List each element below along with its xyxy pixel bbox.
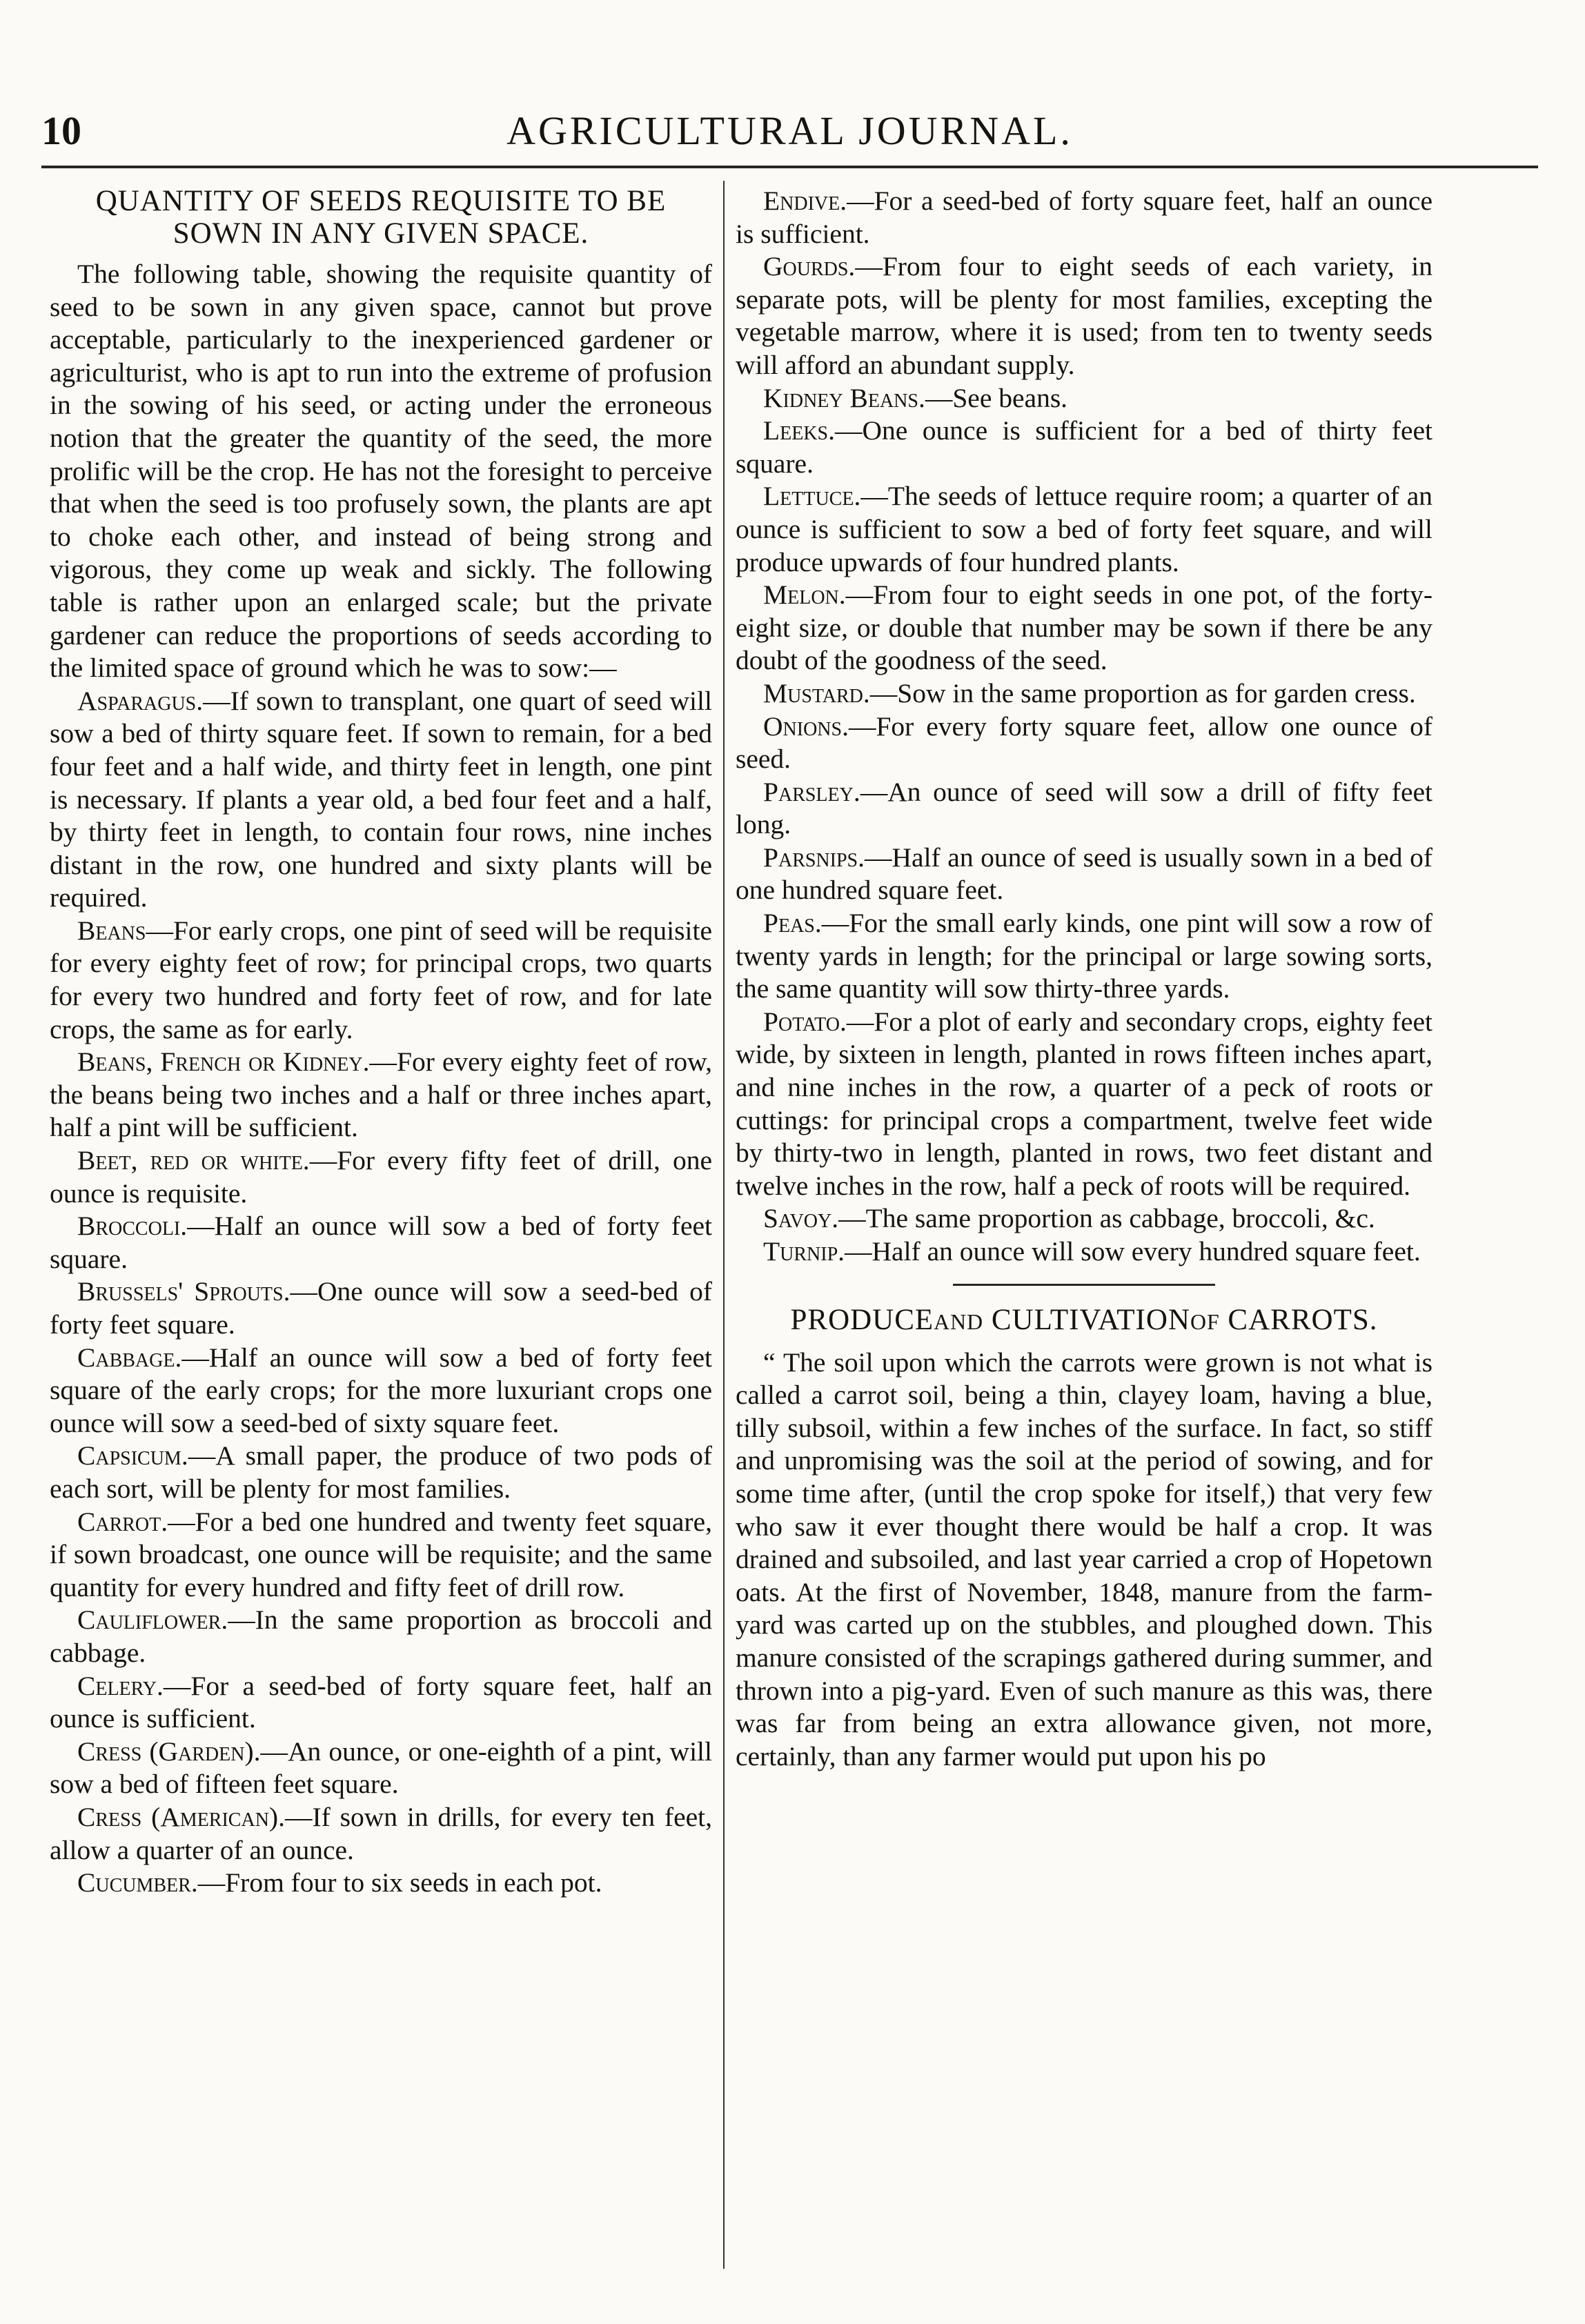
seed-entry-term: Leeks. <box>763 415 836 446</box>
seed-entry <box>736 250 1433 381</box>
seed-entry <box>736 907 1433 1006</box>
seed-entry <box>50 1144 712 1210</box>
seed-entry-term: Parsley. <box>763 776 860 807</box>
seeds-heading: QUANTITY OF SEEDS REQUISITE TO BE SOWN IN ANY GIVEN SPACE. <box>95 185 667 250</box>
seed-entry-text: —One ounce will sow a seed-bed of forty feet square. <box>50 1276 712 1340</box>
seed-entry-term: Cucumber. <box>77 1867 198 1898</box>
seed-entry <box>736 480 1433 579</box>
right-column <box>736 185 1433 2276</box>
seed-entry-text: —Half an ounce will sow every hundred square feet. <box>845 1236 1421 1267</box>
seed-entry-text: —Sow in the same proportion as for garden cress. <box>869 677 1416 708</box>
seed-entry-term: Mustard. <box>763 677 870 708</box>
page-number: 10 <box>41 108 81 153</box>
seed-entry-term: Cabbage. <box>77 1342 182 1373</box>
seed-entry-term: Beans <box>77 915 146 946</box>
seed-entry <box>736 579 1433 677</box>
seed-entry <box>50 1736 712 1801</box>
seed-entry-term: Turnip. <box>763 1236 845 1267</box>
seed-entry-text: —For a seed-bed of forty square feet, half an ounce is sufficient. <box>736 186 1433 249</box>
seed-entry <box>50 1046 712 1144</box>
seed-entry-term: Parsnips. <box>763 842 865 873</box>
seed-entry-text: —In the same proportion as broccoli and cabbage. <box>50 1605 712 1668</box>
section-divider <box>953 1284 1215 1286</box>
seed-entry-text: —See beans. <box>925 382 1068 413</box>
seed-entry <box>50 1210 712 1275</box>
running-title: AGRICULTURAL JOURNAL. <box>506 108 1073 153</box>
seed-entry <box>50 1440 712 1505</box>
seed-entry <box>50 685 712 915</box>
seed-entry-term: Beet, red or white. <box>77 1145 310 1176</box>
seed-entry-text: —For the small early kinds, one pint will sow a row of twenty yards in length; for the principal or large sowing sorts, the same quantity will sow thirty-three yards. <box>736 908 1433 1004</box>
seed-entry-term: Cress (American). <box>77 1801 285 1832</box>
column-divider <box>723 181 725 2269</box>
seed-entry-text: —For every forty square feet, allow one ounce of seed. <box>736 711 1433 775</box>
seed-entry <box>736 1202 1433 1235</box>
seed-entry-text: —From four to six seeds in each pot. <box>197 1867 602 1898</box>
seed-entry-text: —Half an ounce will sow a bed of forty feet square of the early crops; for the more luxuriant crops one ounce will sow a seed-bed of sixty square feet. <box>50 1342 712 1438</box>
seed-entries-left <box>50 685 712 1900</box>
seed-entry <box>50 1801 712 1867</box>
carrots-heading-part2: CULTIVATION <box>991 1303 1190 1336</box>
seed-entry <box>50 1604 712 1669</box>
seed-entry <box>50 1670 712 1736</box>
seed-entry-text: —The seeds of lettuce require room; a quarter of an ounce is sufficient to sow a bed of forty feet square, and will produce upwards of four hundred plants. <box>736 481 1433 577</box>
seed-entry-term: Asparagus. <box>77 685 204 716</box>
seed-entry <box>736 382 1433 415</box>
seed-entry <box>736 415 1433 480</box>
seed-entry-term: Carrot. <box>77 1506 168 1537</box>
seed-entry-term: Onions. <box>763 711 849 742</box>
seed-entry <box>736 1235 1433 1269</box>
seed-entries-right <box>736 185 1433 1269</box>
seed-entry-term: Capsicum. <box>77 1440 188 1471</box>
seed-entry <box>736 185 1433 250</box>
seed-entry-text: —For every eighty feet of row, the beans being two inches and a half or three inches apart, half a pint will be sufficient. <box>50 1046 712 1143</box>
seed-entry-text: —The same proportion as cabbage, broccoli, &c. <box>838 1203 1375 1234</box>
seed-entry-term: Melon. <box>763 579 846 610</box>
seed-entry <box>50 1342 712 1440</box>
seed-entry-term: Kidney Beans. <box>763 382 925 413</box>
seed-entry-term: Celery. <box>77 1670 164 1701</box>
seed-entry-text: —A small paper, the produce of two pods of each sort, will be plenty for most families. <box>50 1440 712 1504</box>
seed-entry-term: Brussels' Sprouts. <box>77 1276 291 1307</box>
seed-entry-term: Endive. <box>763 186 847 216</box>
seed-entry-term: Potato. <box>763 1006 847 1037</box>
seed-entry-text: —For a seed-bed of forty square feet, half an ounce is sufficient. <box>50 1670 712 1734</box>
seed-entry <box>50 1275 712 1341</box>
seed-entry-text: —Half an ounce of seed is usually sown in a bed of one hundred square feet. <box>736 842 1433 906</box>
carrots-heading-part3: CARROTS. <box>1228 1303 1378 1336</box>
seed-entry-text: —An ounce, or one-eighth of a pint, will sow a bed of fifteen feet square. <box>50 1736 712 1800</box>
seed-entry-term: Beans, French or Kidney. <box>77 1046 370 1077</box>
seed-entry <box>50 1506 712 1605</box>
left-column <box>50 185 712 2276</box>
seed-entry-text: —One ounce is sufficient for a bed of thirty feet square. <box>736 415 1433 479</box>
seed-entry <box>736 1006 1433 1203</box>
seed-entry <box>736 776 1433 842</box>
seed-entry-term: Peas. <box>763 908 822 939</box>
seed-entry <box>736 711 1433 776</box>
seed-entry <box>736 677 1433 711</box>
seed-entry-text: —From four to eight seeds of each variety, in separate pots, will be plenty for most families, excepting the vegetable marrow, where it is used; from ten to twenty seeds will afford an abundant supply. <box>736 251 1433 380</box>
seed-entry-text: —If sown in drills, for every ten feet, allow a quarter of an ounce. <box>50 1801 712 1865</box>
seed-entry-text: —For a bed one hundred and twenty feet square, if sown broadcast, one ounce will be requisite; and the same quantity for every hundred and fifty feet of drill row. <box>50 1506 712 1602</box>
seed-entry <box>50 915 712 1046</box>
carrots-heading-part1: PRODUCE <box>790 1303 934 1336</box>
seed-entry-text: —For early crops, one pint of seed will be requisite for every eighty feet of row; for principal crops, two quarts for every two hundred and forty feet of row, and for late crops, the same as for early. <box>50 915 712 1044</box>
seed-entry <box>50 1867 712 1900</box>
page-header <box>41 102 1538 168</box>
seed-entry-text: —For a plot of early and secondary crops, eighty feet wide, by sixteen in length, planted in rows fifteen inches apart, and nine inches in the row, a quarter of a peck of roots or cuttings: for principal crops a compartment, twelve feet wide by thirty-two in length, planted in rows, two feet distant and twelve inches in the row, half a peck of roots will be required. <box>736 1006 1433 1201</box>
seed-entry-term: Savoy. <box>763 1203 839 1234</box>
seed-entry-text: —For every fifty feet of drill, one ounce is requisite. <box>50 1145 712 1209</box>
carrots-heading <box>736 1304 1433 1338</box>
seed-entry-term: Lettuce. <box>763 481 861 512</box>
seed-entry-term: Gourds. <box>763 251 856 282</box>
carrots-heading-and: AND <box>934 1309 984 1334</box>
seed-entry-text: —Half an ounce will sow a bed of forty feet square. <box>50 1211 712 1274</box>
seed-entry-text: —If sown to transplant, one quart of seed will sow a bed of thirty square feet. If sown to remain, for a bed four feet and a half wide, and thirty feet in length, one pint is necessary. If plants a year old, a bed four feet and a half, by thirty feet in length, to contain four rows, nine inches distant in the row, one hundred and sixty plants will be required. <box>50 685 712 913</box>
carrots-article: “ The soil upon which the carrots were grown is not what is called a carrot soil, being a thin, clayey loam, having a blue, tilly subsoil, within a few inches of the surface. In fact, so stiff and unpromising was the soil at the period of sowing, and for some time after, (until the crop spoke for itself,) that very few who saw it ever thought there would be half a crop. It was drained and subsoiled, and last year carried a crop of Hopetown oats. At the first of November, 1848, manure from the farm-yard was carted up on the stubbles, and ploughed down. This manure consisted of the scrapings gathered during summer, and thrown into a pig-yard. Even of such manure as this was, there was far from being an extra allowance given, not more, certainly, than any farmer would put upon his po <box>736 1347 1433 1771</box>
carrots-heading-of: OF <box>1190 1309 1220 1334</box>
seed-entry-text: —From four to eight seeds in one pot, of the forty-eight size, or double that number may be sown if there be any doubt of the goodness of the seed. <box>736 579 1433 676</box>
seed-entry <box>736 842 1433 907</box>
seeds-intro: The following table, showing the requisite quantity of seed to be sown in any given space, cannot but prove acceptable, particularly to the inexperienced gardener or agriculturist, who is apt to run into the extreme of profusion in the sowing of his seed, or acting under the erroneous notion that the greater the quantity of the seed, the more prolific will be the crop. He has not the foresight to perceive that when the seed is too profusely sown, the plants are apt to choke each other, and instead of being strong and vigorous, they come up weak and sickly. The following table is rather upon an enlarged scale; but the private gardener can reduce the proportions of seeds according to the limited space of ground which he was to sow:— <box>50 259 712 684</box>
seed-entry-term: Cress (Garden). <box>77 1736 261 1767</box>
seed-entry-term: Broccoli. <box>77 1211 188 1242</box>
seed-entry-term: Cauliflower. <box>77 1605 228 1636</box>
seed-entry-text: —An ounce of seed will sow a drill of fifty feet long. <box>736 776 1433 840</box>
